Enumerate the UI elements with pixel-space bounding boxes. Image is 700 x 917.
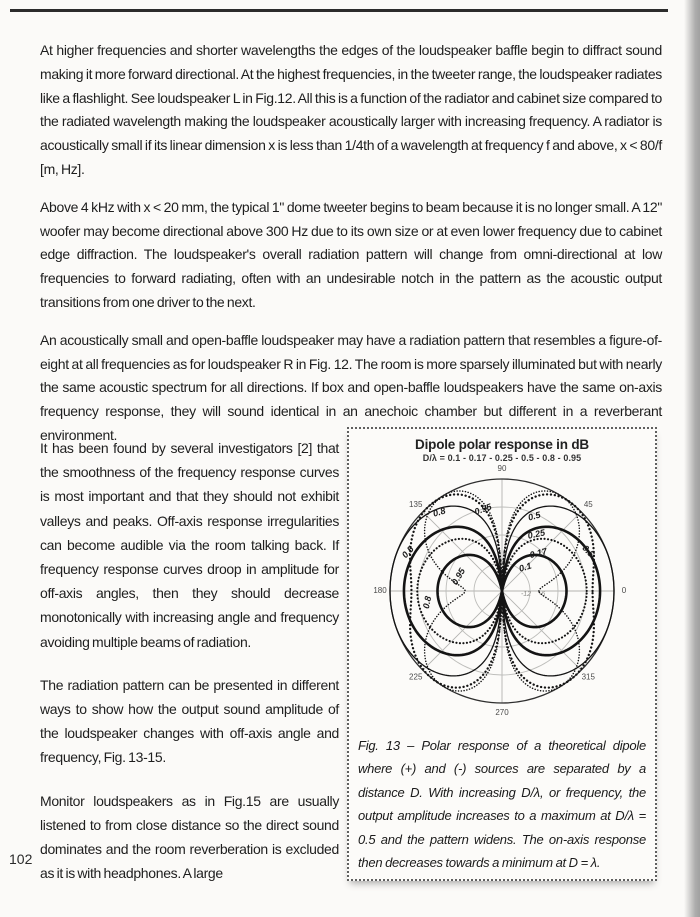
top-rule: [10, 9, 668, 12]
chart-subtitle: D/λ = 0.1 - 0.17 - 0.25 - 0.5 - 0.8 - 0.95: [422, 453, 582, 463]
db-label--12: -12: [520, 591, 532, 598]
curve-label-0.5: 0.5: [580, 542, 597, 559]
body-paragraph: Above 4 kHz with x < 20 mm, the typical 1" dome tweeter begins to beam because it is no longer small. A 12" woofer may become directional above 300 Hz due to its own size or at even lower frequency due to cabinet edge diffraction. The loudspeaker's overall radiation pattern will change from omni-directional at low frequencies to forward radiating, often with an undesirable notch in the pattern as the acoustic output transitions from one driver to the next.: [40, 198, 662, 310]
page-edge-shadow: [684, 0, 700, 917]
body-paragraph: An acoustically small and open-baffle loudspeaker may have a radiation pattern that resembles a figure-of-eight at all frequencies as for loudspeaker R in Fig. 12. The room is more sparsely illuminated but with nearly the same acoustic spectrum for all directions. If box and open-baffle loudspeakers have the same on-axis frequency response, they will sound identical in an anechoic chamber but different in a reverberant environment.: [40, 331, 662, 443]
column-paragraph: It has been found by several investigators [2] that the smoothness of the frequency response curves is most important and that they should not exhibit valleys and peaks. Off-axis response irregularities can become audible via the room talking back. If frequency response curves droop in amplitude for off-axis angles, then they should decrease monotonically with increasing angle and frequency avoiding multiple beams of radiation.: [40, 440, 339, 650]
figure-13-box: [347, 427, 657, 881]
angle-label-135: 135: [409, 499, 423, 509]
curve-label-0.8: 0.8: [420, 595, 434, 610]
body-paragraph: At higher frequencies and shorter wavelengths the edges of the loudspeaker baffle begin to diffract sound making it more forward directional. At the highest frequencies, in the tweeter range, the loudspeaker radiates like a flashlight. See loudspeaker L in Fig.12. All this is a function of the radiator and cabinet size compared to the radiated wavelength making the loudspeaker acoustically larger with increasing frequency. A radiator is acoustically small if its linear dimension x is less than 1/4th of a wavelength at frequency f and above, x < 80/f [m, Hz].: [40, 42, 662, 177]
curve-label-0.5: 0.5: [526, 509, 542, 523]
angle-label-225: 225: [409, 672, 423, 682]
angle-label-90: 90: [497, 464, 507, 474]
curve-label-0.95: 0.95: [449, 566, 468, 587]
column-paragraph: Monitor loudspeakers as in Fig.15 are usually listened to from close distance so the direct sound dominates and the room reverberation is excluded as it is with headphones. A large: [40, 792, 339, 882]
curve-label-0.1: 0.1: [517, 560, 533, 574]
dipole-polar-chart: [349, 463, 655, 721]
chart-title: Dipole polar response in dB: [415, 437, 589, 452]
left-column: [40, 436, 339, 904]
angle-label-270: 270: [495, 708, 509, 718]
top-section: [40, 39, 662, 462]
figure-caption: Fig. 13 – Polar response of a theoretical dipole where (+) and (-) sources are separated by a distance D. With increasing D/λ, or frequency, the output amplitude increases to a maximum at D/λ = 0.5 and the pattern widens. The on-axis response then decreases towards a minimum at D = λ.: [358, 738, 646, 871]
column-paragraph: The radiation pattern can be presented in different ways to show how the output sound amplitude of the loudspeaker changes with off-axis angle and frequency, Fig. 13-15.: [40, 676, 339, 766]
db-label--6: -6: [538, 591, 546, 598]
page-number: 102: [9, 851, 33, 867]
curve-label-0.8: 0.8: [431, 505, 447, 519]
angle-label-180: 180: [373, 586, 387, 596]
angle-label-315: 315: [581, 672, 595, 682]
curve-label-0.5: 0.5: [399, 543, 416, 560]
curve-label-0.17: 0.17: [528, 546, 548, 561]
curve-label-0.95: 0.95: [473, 501, 493, 517]
angle-label-0: 0: [621, 586, 627, 596]
angle-label-45: 45: [583, 499, 593, 509]
curve-label-0.25: 0.25: [526, 527, 546, 541]
